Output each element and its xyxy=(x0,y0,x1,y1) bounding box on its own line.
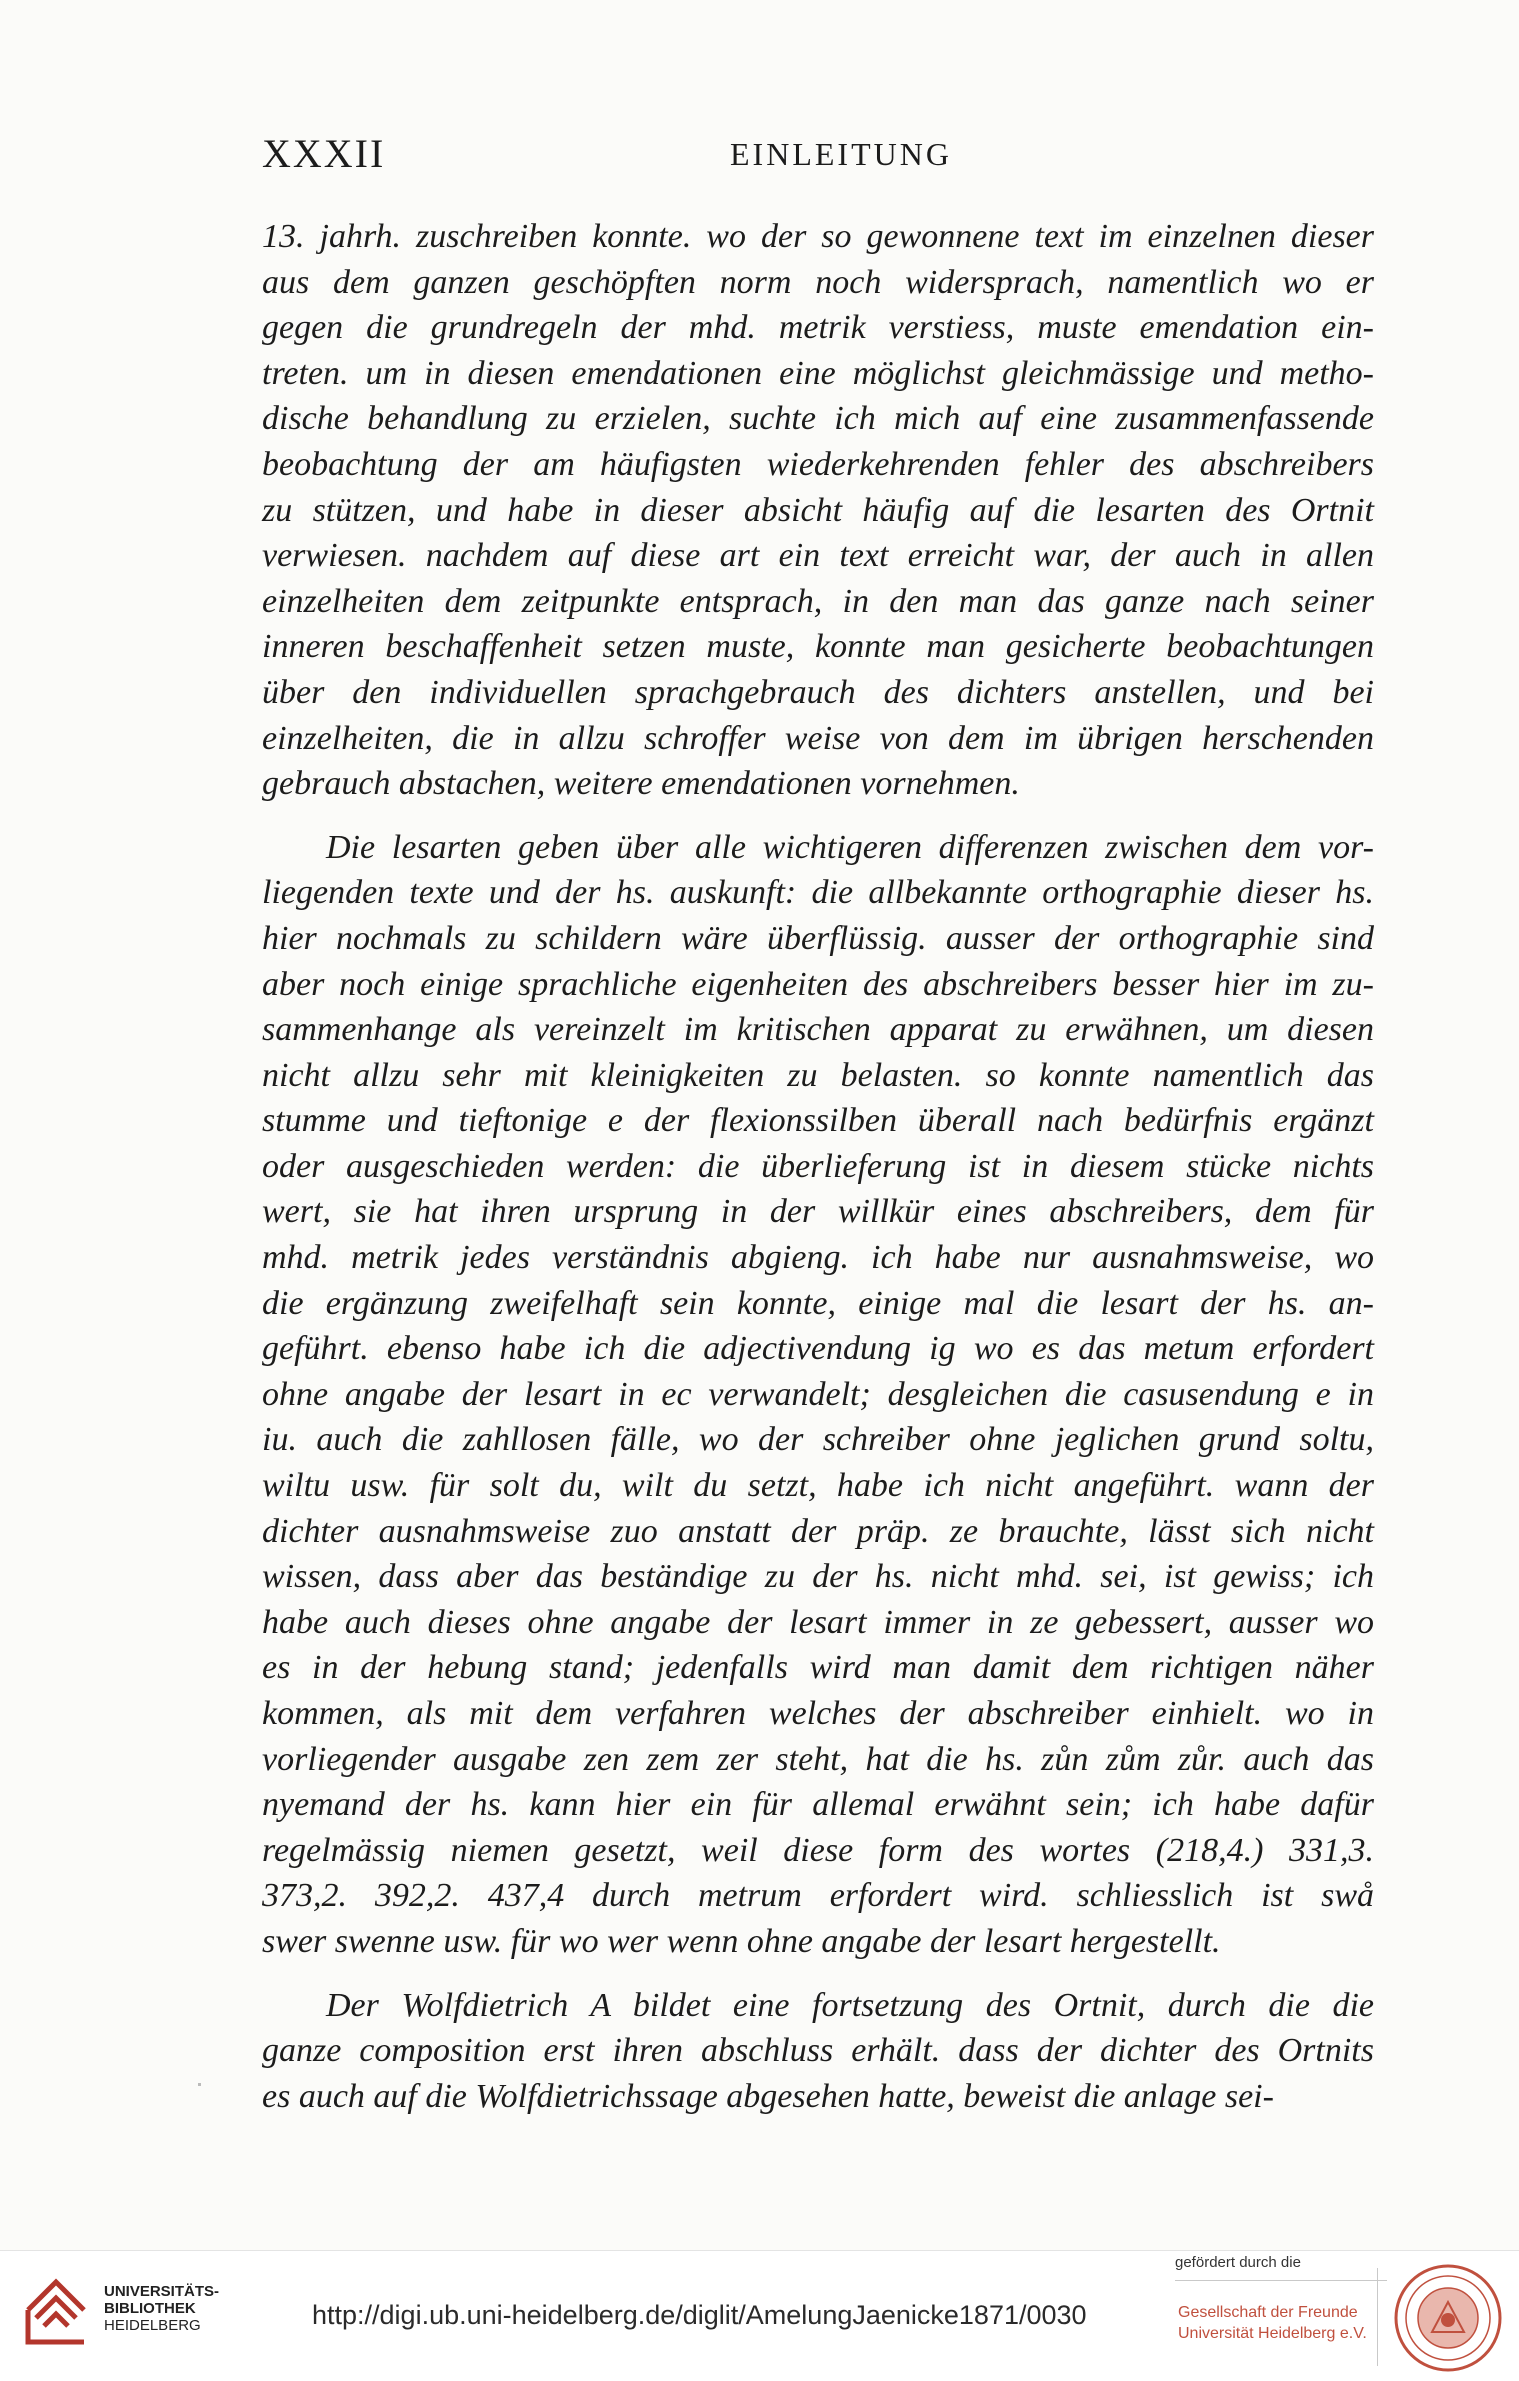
paragraph xyxy=(262,825,1374,1965)
text-line: swer swenne usw. für wo wer wenn ohne angabe der lesart hergestellt. xyxy=(262,1922,1221,1960)
text-line: zu stützen, und habe in dieser absicht häufig auf die lesarten des Ortnit xyxy=(262,491,1374,529)
library-line-2: BIBLIOTHEK xyxy=(104,2300,196,2317)
text-line: Der Wolfdietrich A bildet eine fortsetzung des Ortnit, durch die die xyxy=(326,1986,1374,2024)
university-seal-icon[interactable] xyxy=(1392,2262,1504,2374)
text-line: aber noch einige sprachliche eigenheiten des abschreibers besser hier im zu- xyxy=(262,965,1374,1003)
sponsor-name[interactable] xyxy=(1178,2302,1367,2344)
paragraph xyxy=(262,1983,1374,2120)
page-number: XXXII xyxy=(262,131,386,176)
text-line: stumme und tieftonige e der flexionssilben überall nach bedürfnis ergänzt xyxy=(262,1102,1374,1140)
text-line: nicht allzu sehr mit kleinigkeiten zu belasten. so konnte namentlich das xyxy=(262,1056,1374,1094)
text-line: ganze composition erst ihren abschluss erhält. dass der dichter des Ortnits xyxy=(262,2032,1374,2070)
text-line: es auch auf die Wolfdietrichssage abgesehen hatte, beweist die anlage sei- xyxy=(262,2077,1274,2115)
text-line: kommen, als mit dem verfahren welches der abschreiber einhielt. wo in xyxy=(262,1695,1374,1732)
paragraph xyxy=(262,214,1374,807)
footer-divider xyxy=(1377,2268,1378,2366)
text-line: 373,2. 392,2. 437,4 durch metrum erfordert wird. schliesslich ist swå xyxy=(262,1877,1374,1915)
text-line: gegen die grundregeln der mhd. metrik verstiess, muste emendation ein- xyxy=(262,309,1374,347)
sponsor-line-2: Universität Heidelberg e.V. xyxy=(1178,2325,1367,2342)
library-name[interactable] xyxy=(104,2283,219,2334)
text-line: oder ausgeschieden werden: die überlieferung ist in diesem stücke nichts xyxy=(262,1147,1374,1185)
text-line: 13. jahrh. zuschreiben konnte. wo der so gewonnene text im einzelnen dieser xyxy=(262,218,1374,255)
library-line-3: HEIDELBERG xyxy=(104,2317,201,2334)
text-line: aus dem ganzen geschöpften norm noch widersprach, namentlich wo er xyxy=(262,263,1374,301)
text-line: inneren beschaffenheit setzen muste, konnte man gesicherte beobachtungen xyxy=(262,628,1374,666)
text-line: mhd. metrik jedes verständnis abgieng. ich habe nur ausnahmsweise, wo xyxy=(262,1239,1374,1277)
body-text xyxy=(262,214,1374,2119)
scan-speck xyxy=(198,2083,201,2086)
text-line: nyemand der hs. kann hier ein für allemal erwähnt sein; ich habe dafür xyxy=(262,1786,1374,1824)
running-head-title: EINLEITUNG xyxy=(730,136,952,172)
sponsor-divider xyxy=(1175,2280,1387,2281)
text-line: liegenden texte und der hs. auskunft: die allbekannte orthographie dieser hs. xyxy=(262,874,1374,912)
text-line: treten. um in diesen emendationen eine möglichst gleichmässige und metho- xyxy=(262,354,1374,392)
text-line: beobachtung der am häufigsten wiederkehrenden fehler des abschreibers xyxy=(262,445,1374,483)
text-line: habe auch dieses ohne angabe der lesart immer in ze gebessert, ausser wo xyxy=(262,1603,1374,1641)
library-line-1: UNIVERSITÄTS- xyxy=(104,2283,220,2300)
ub-heidelberg-logo-icon[interactable] xyxy=(20,2270,94,2350)
text-line: sammenhange als vereinzelt im kritischen apparat zu erwähnen, um diesen xyxy=(262,1011,1374,1049)
text-line: einzelheiten dem zeitpunkte entsprach, in den man das ganze nach seiner xyxy=(262,582,1374,620)
text-line: vorliegender ausgabe zen zem zer steht, hat die hs. zůn zům zůr. auch das xyxy=(262,1740,1374,1778)
text-line: wert, sie hat ihren ursprung in der willkür eines abschreibers, dem für xyxy=(262,1193,1374,1231)
text-line: verwiesen. nachdem auf diese art ein text erreicht war, der auch in allen xyxy=(262,537,1374,575)
text-line: dichter ausnahmsweise zuo anstatt der präp. ze brauchte, lässt sich nicht xyxy=(262,1512,1374,1550)
text-line: iu. auch die zahllosen fälle, wo der schreiber ohne jeglichen grund soltu, xyxy=(262,1421,1374,1459)
text-line: gebrauch abstachen, weitere emendationen vornehmen. xyxy=(262,765,1020,803)
sponsor-line-1: Gesellschaft der Freunde xyxy=(1178,2304,1358,2321)
text-line: geführt. ebenso habe ich die adjectivendung ig wo es das metum erfordert xyxy=(262,1330,1374,1368)
text-line: wiltu usw. für solt du, wilt du setzt, habe ich nicht angeführt. wann der xyxy=(262,1467,1374,1505)
sponsor-label: gefördert durch die xyxy=(1175,2254,1301,2271)
text-line: über den individuellen sprachgebrauch des dichters anstellen, und bei xyxy=(262,673,1374,711)
text-line: dische behandlung zu erzielen, suchte ich mich auf eine zusammenfassende xyxy=(262,400,1374,438)
text-line: ohne angabe der lesart in ec verwandelt; desgleichen die casusendung e in xyxy=(262,1375,1374,1413)
text-line: es in der hebung stand; jedenfalls wird man damit dem richtigen näher xyxy=(262,1649,1374,1687)
text-line: Die lesarten geben über alle wichtigeren differenzen zwischen dem vor- xyxy=(326,828,1374,866)
text-line: hier nochmals zu schildern wäre überflüssig. ausser der orthographie sind xyxy=(262,919,1374,957)
text-line: regelmässig niemen gesetzt, weil diese form des wortes (218,4.) 331,3. xyxy=(262,1831,1374,1869)
text-line: die ergänzung zweifelhaft sein konnte, einige mal die lesart der hs. an- xyxy=(262,1284,1374,1322)
text-line: einzelheiten, die in allzu schroffer weise von dem im übrigen herschenden xyxy=(262,719,1374,757)
permalink-url[interactable]: http://digi.ub.uni-heidelberg.de/diglit/AmelungJaenicke1871/0030 xyxy=(312,2300,1087,2330)
text-line: wissen, dass aber das beständige zu der hs. nicht mhd. sei, ist gewiss; ich xyxy=(262,1558,1374,1596)
